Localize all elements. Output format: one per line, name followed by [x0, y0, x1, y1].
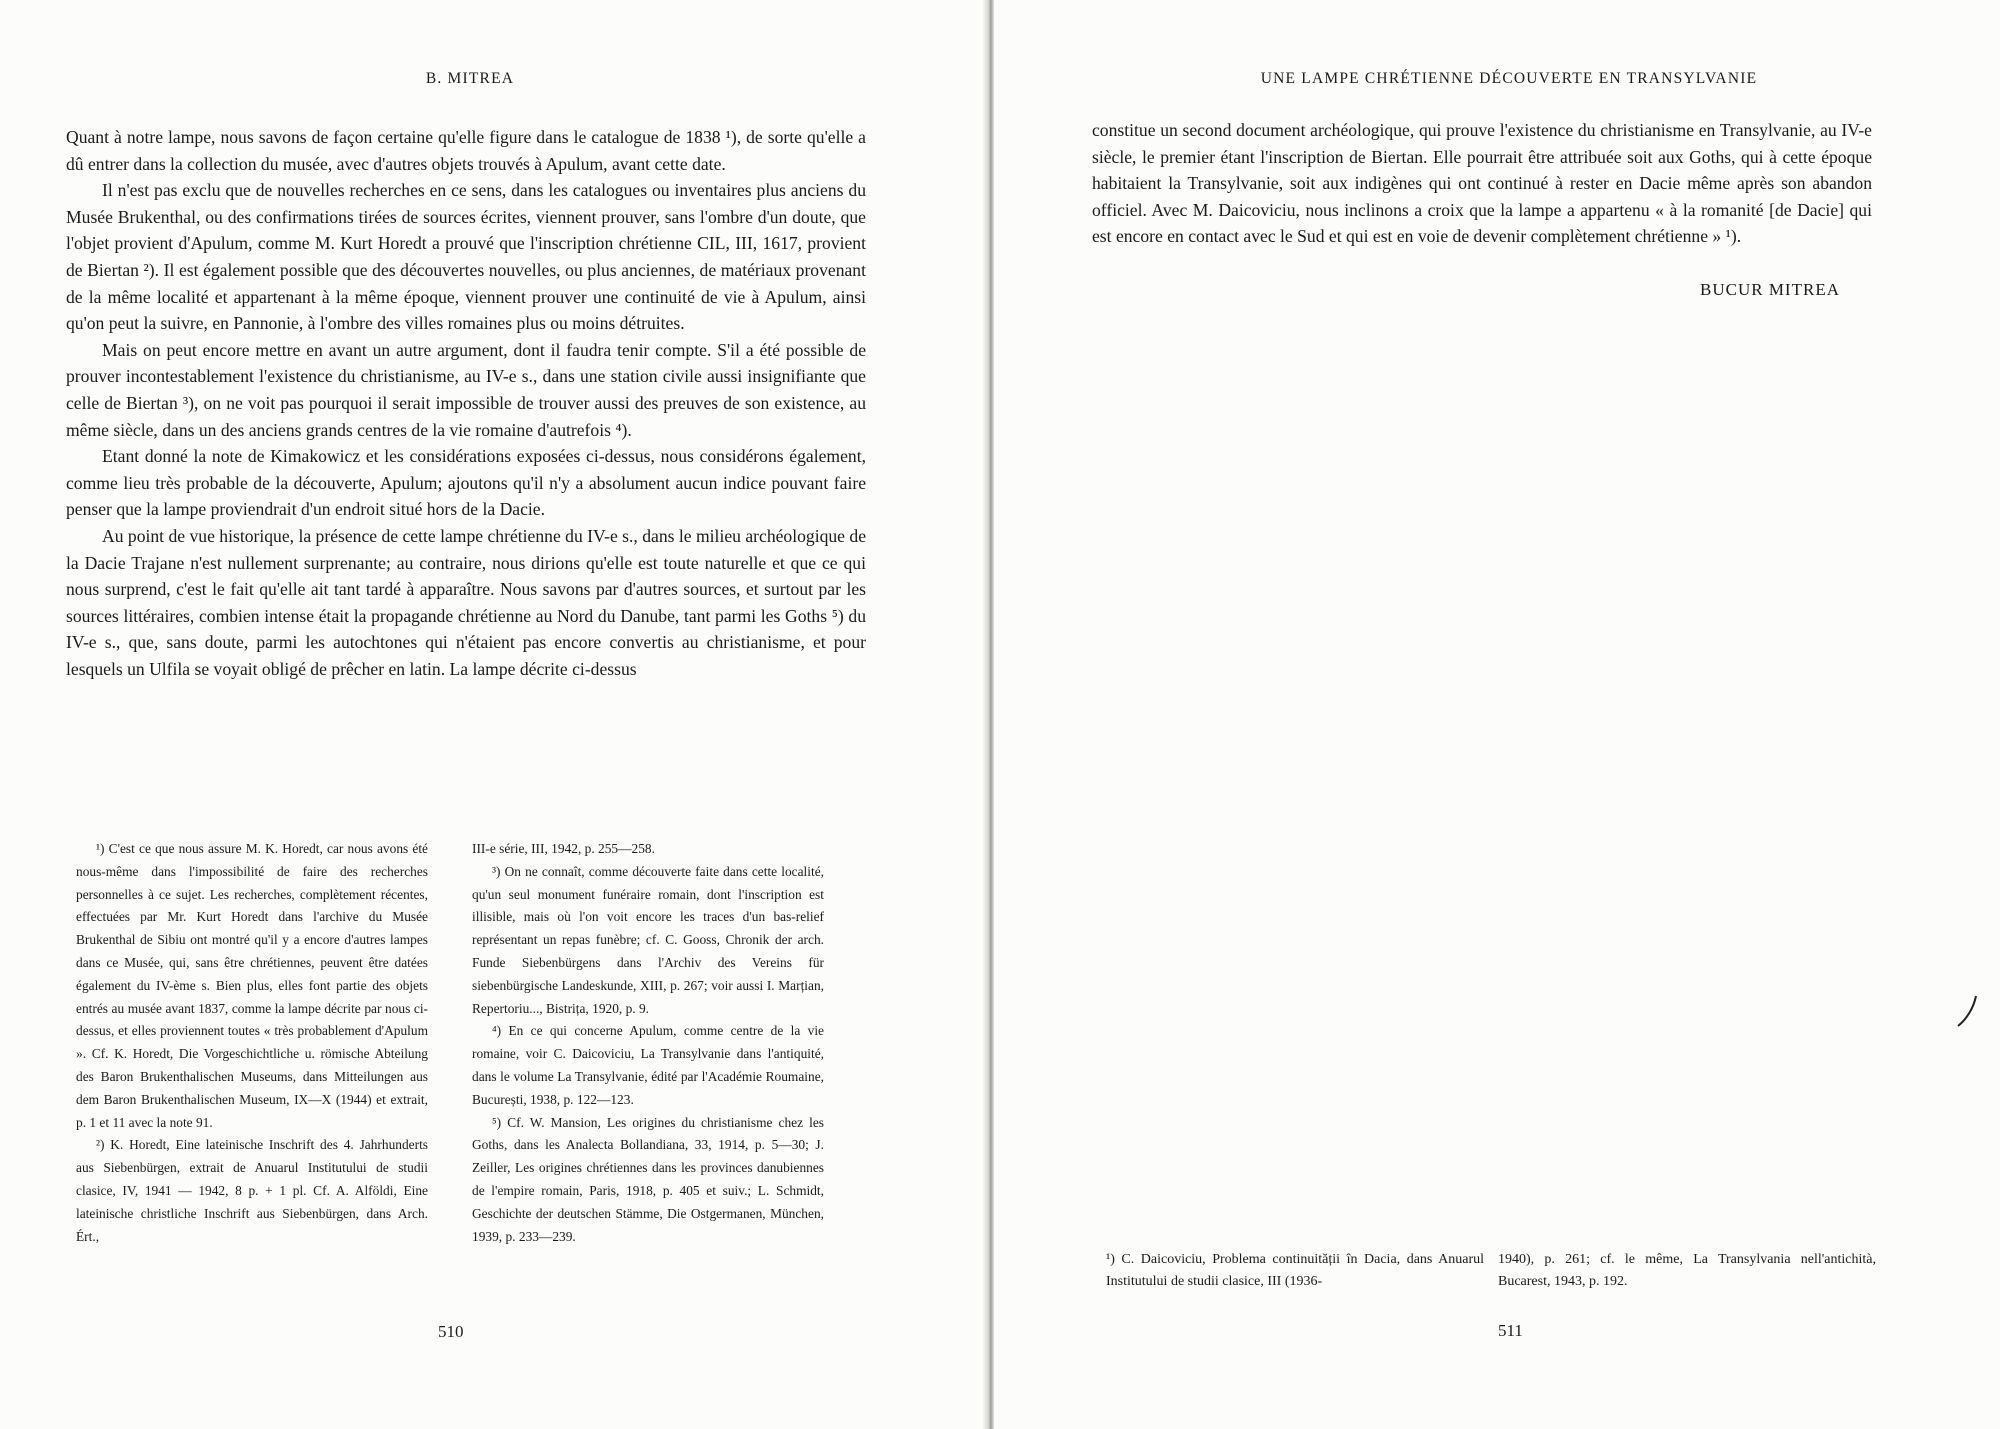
body-text-right	[1092, 117, 1872, 250]
footnote-4: ⁴) En ce qui concerne Apulum, comme centre de la vie romaine, voir C. Daicoviciu, La Transylvanie dans l'antiquité, dans le volume La Transylvanie, édité par l'Académie Roumaine, București, 1938, p. 122—123.	[472, 1023, 824, 1107]
page-number-right: 511	[1498, 1321, 1523, 1340]
paragraph-1: Quant à notre lampe, nous savons de façon certaine qu'elle figure dans le catalogue de 1838 ¹), de sorte qu'elle a dû entrer dans la collection du musée, avec d'autres objets trouvés à Apulum, avant cette date.	[66, 127, 866, 174]
footnote-5: ⁵) Cf. W. Mansion, Les origines du christianisme chez les Goths, dans les Analecta Bollandiana, 33, 1914, p. 5—30; J. Zeiller, Les origines chrétiennes dans les provinces danubiennes de l'empire romain, Paris, 1918, p. 405 et suiv.; L. Schmidt, Geschichte der deutschen Stämme, Die Ostgermanen, München, 1939, p. 233—239.	[472, 1114, 824, 1244]
right-page	[994, 0, 2000, 1429]
footnote-1: ¹) C'est ce que nous assure M. K. Horedt, car nous avons été nous-même dans l'impossibilité de faire des recherches personnelles à ce sujet. Les recherches, complètement récentes, effectuées par Mr. Kurt Horedt dans l'archive du Musée Brukenthal de Sibiu ont montré qu'il y a encore d'autres lampes dans ce Musée, qui, sans être chrétiennes, peuvent être datées également du IV-ème s. Bien plus, elles font partie des objets entrés au musée avant 1837, comme la lampe décrite par nous ci-dessus, et elles proviennent toutes « très probablement d'Apulum ». Cf. K. Horedt, Die Vorgeschichtliche u. römische Abteilung des Baron Brukenthalischen Museums, dans Mitteilungen aus dem Baron Brukenthalischen Museum, IX—X (1944) et extrait, p. 1 et 11 avec la note 91.	[76, 841, 428, 1130]
paragraph-4: Etant donné la note de Kimakowicz et les considérations exposées ci-dessus, nous considérons également, comme lieu très probable de la découverte, Apulum; ajoutons qu'il n'y a absolument aucun indice pouvant faire penser que la lampe proviendrait d'un endroit situé hors de la Dacie.	[66, 446, 866, 520]
author-signature: BUCUR MITREA	[1700, 280, 1840, 299]
paragraph-right: constitue un second document archéologique, qui prouve l'existence du christianisme en Transylvanie, au IV-e siècle, le premier étant l'inscription de Biertan. Elle pourrait être attribuée soit aux Goths, qui à cette époque habitaient la Transylvanie, soit aux indigènes qui ont continué à rester en Dacie même après son abandon officiel. Avec M. Daicoviciu, nous inclinons a croix que la lampe a appartenu « à la romanité [de Dacie] qui est encore en contact avec le Sud et qui est en voie de devenir complètement chrétienne » ¹).	[1092, 120, 1872, 247]
page-number-left: 510	[438, 1322, 464, 1341]
body-text-left	[66, 124, 866, 682]
paragraph-5: Au point de vue historique, la présence de cette lampe chrétienne du IV-e s., dans le milieu archéologique de la Dacie Trajane n'est nullement surprenante; au contraire, nous dirions qu'elle est toute naturelle et que ce qui nous surprend, c'est le fait qu'elle ait tant tardé à apparaître. Nous savons par d'autres sources, et surtout par les sources littéraires, combien intense était la propagande chrétienne au Nord du Danube, tant parmi les Goths ⁵) du IV-e s., que, sans doute, parmi les autochtones qui n'étaient pas encore convertis au christianisme, et pour lesquels un Ulfila se voyait obligé de prêcher en latin. La lampe décrite ci-dessus	[66, 525, 866, 679]
running-head-right: UNE LAMPE CHRÉTIENNE DÉCOUVERTE EN TRANSYLVANIE	[1260, 70, 1758, 87]
footnote-right-part-1: ¹) C. Daicoviciu, Problema continuității în Dacia, dans Anuarul Institutului de studii clasice, III (1936-	[1106, 1252, 1484, 1289]
footnote-2: ²) K. Horedt, Eine lateinische Inschrift des 4. Jahrhunderts aus Siebenbürgen, extrait de Anuarul Institutului de studii clasice, IV, 1941 — 1942, 8 p. + 1 pl. Cf. A. Alföldi, Eine lateinische christliche Inschrift aus Siebenbürgen, dans Arch. Ért.,	[76, 1137, 428, 1244]
footnote-2-continued: III-e série, III, 1942, p. 255—258.	[472, 841, 655, 856]
footnotes-column-1	[76, 838, 428, 1248]
paragraph-2: Il n'est pas exclu que de nouvelles recherches en ce sens, dans les catalogues ou inventaires plus anciens du Musée Brukenthal, ou des confirmations tirées de sources écrites, viennent prouver, sans l'ombre d'un doute, que l'objet provient d'Apulum, comme M. Kurt Horedt a prouvé que l'inscription chrétienne CIL, III, 1617, provient de Biertan ²). Il est également possible que des découvertes nouvelles, ou plus anciennes, de matériaux provenant de la même localité et appartenant à la même époque, viennent prouver une continuité de vie à Apulum, ainsi qu'on peut la suivre, en Pannonie, à l'ombre des villes romaines plus ou moins détruites.	[66, 180, 866, 334]
paragraph-3: Mais on peut encore mettre en avant un autre argument, dont il faudra tenir compte. S'il a été possible de prouver incontestablement l'existence du christianisme, au IV-e s., dans une station civile aussi insignifiante que celle de Biertan ³), on ne voit pas pourquoi il serait impossible de trouver aussi des preuves de son existence, au même siècle, dans un des anciens grands centres de la vie romaine d'autrefois ⁴).	[66, 339, 866, 440]
footnote-right-part-2: 1940), p. 261; cf. le même, La Transylvania nell'antichità, Bucarest, 1943, p. 192.	[1498, 1252, 1876, 1289]
left-page	[0, 0, 988, 1429]
pen-mark	[1954, 992, 1984, 1032]
footnotes-column-2	[472, 838, 824, 1248]
footnote-3: ³) On ne connaît, comme découverte faite dans cette localité, qu'un seul monument funéraire romain, dont l'inscription est illisible, mais où l'on voit encore les traces d'un bas-relief représentant un repas funèbre; cf. C. Gooss, Chronik der arch. Funde Siebenbürgens dans l'Archiv des Vereins für siebenbürgische Landeskunde, XIII, p. 267; voir aussi I. Marțian, Repertoriu..., Bistrița, 1920, p. 9.	[472, 863, 824, 1016]
running-head-left: B. MITREA	[425, 70, 515, 87]
